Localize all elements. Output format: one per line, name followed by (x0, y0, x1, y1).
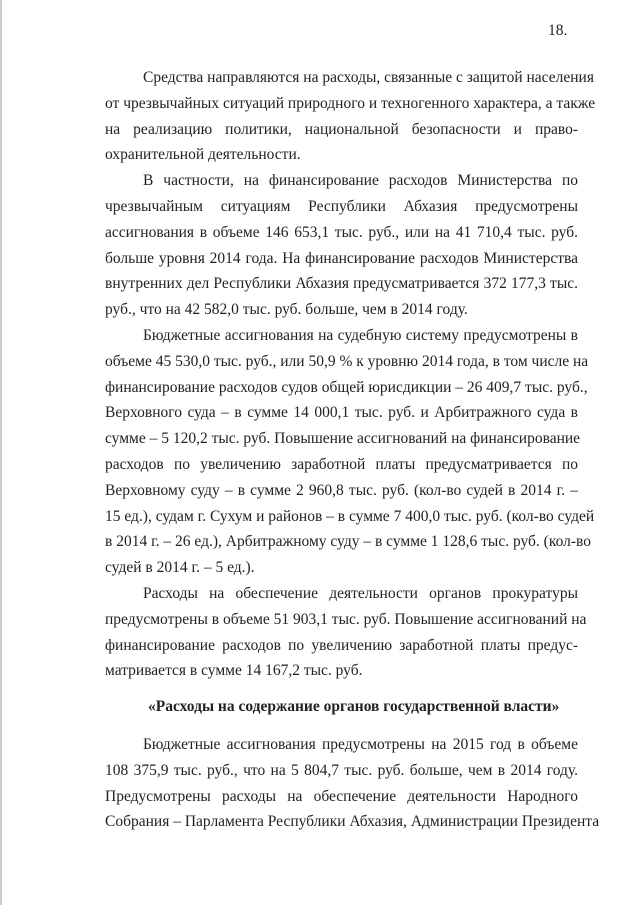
paragraph (105, 732, 600, 835)
page-number: 18. (548, 22, 568, 39)
text-line: сумме – 5 120,2 тыс. руб. Повышение ассигнований на финансирование (105, 430, 581, 448)
section-heading: «Расходы на содержание органов государственной власти» (148, 698, 560, 716)
text-line: финансирование расходов по увеличению заработной платы предус- (105, 636, 578, 654)
paragraph (105, 323, 595, 581)
section-paragraphs (105, 732, 600, 835)
text-line: предусмотрены в объеме 51 903,1 тыс. руб. Повышение ассигнований на (105, 610, 587, 628)
text-line: объеме 45 530,0 тыс. руб., или 50,9 % к уровню 2014 года, в том числе на (105, 352, 589, 370)
text-line: Средства направляются на расходы, связанные с защитой населения (143, 69, 594, 86)
text-line: руб., что на 42 582,0 тыс. руб. больше, чем в 2014 году. (105, 301, 468, 319)
text-line: больше уровня 2014 года. На финансирование расходов Министерства (105, 249, 578, 267)
text-line: матривается в сумме 14 167,2 тыс. руб. (105, 662, 363, 680)
text-line: Верховному суду – в сумме 2 960,8 тыс. руб. (кол-во судей в 2014 г. – (105, 481, 578, 499)
text-line: Бюджетные ассигнования предусмотрены на 2015 год в объеме (143, 735, 578, 753)
text-line: расходов по увеличению заработной платы предусматривается по (105, 455, 578, 473)
paragraphs (105, 65, 596, 684)
text-line: Верховного суда – в сумме 14 000,1 тыс. руб. и Арбитражного суда в (105, 404, 578, 422)
text-line: финансирование расходов судов общей юрисдикции – 26 409,7 тыс. руб., (105, 378, 588, 396)
text-line: Расходы на обеспечение деятельности органов прокуратуры (143, 584, 578, 602)
text-line: охранительной деятельности. (105, 146, 301, 164)
text-line: от чрезвычайных ситуаций природного и техногенного характера, а также (105, 94, 596, 112)
text-line: ассигнования в объеме 146 653,1 тыс. руб., или на 41 710,4 тыс. руб. (105, 223, 578, 241)
text-line: Собрания – Парламента Республики Абхазия, Администрации Президента (105, 813, 600, 831)
text-line: на реализацию политики, национальной безопасности и право- (105, 120, 578, 138)
text-line: внутренних дел Республики Абхазия предусматривается 372 177,3 тыс. (105, 275, 578, 293)
paragraph (105, 65, 596, 168)
paragraph (105, 168, 578, 323)
text-line: чрезвычайным ситуациям Республики Абхазия предусмотрены (105, 197, 578, 215)
text-line: Бюджетные ассигнования на судебную систему предусмотрены в (143, 326, 578, 344)
document-body (105, 65, 600, 835)
text-line: в 2014 г. – 26 ед.), Арбитражному суду – в сумме 1 128,6 тыс. руб. (кол-во (105, 533, 591, 551)
text-line: В частности, на финансирование расходов Министерства по (143, 172, 578, 190)
scan-edge (0, 0, 2, 905)
paragraph (105, 581, 587, 684)
text-line: судей в 2014 г. – 5 ед.). (105, 559, 255, 577)
text-line: 108 375,9 тыс. руб., что на 5 804,7 тыс. руб. больше, чем в 2014 году. (105, 761, 578, 779)
text-line: 15 ед.), судам г. Сухум и районов – в сумме 7 400,0 тыс. руб. (кол-во судей (105, 507, 595, 525)
text-line: Предусмотрены расходы на обеспечение деятельности Народного (105, 787, 578, 805)
